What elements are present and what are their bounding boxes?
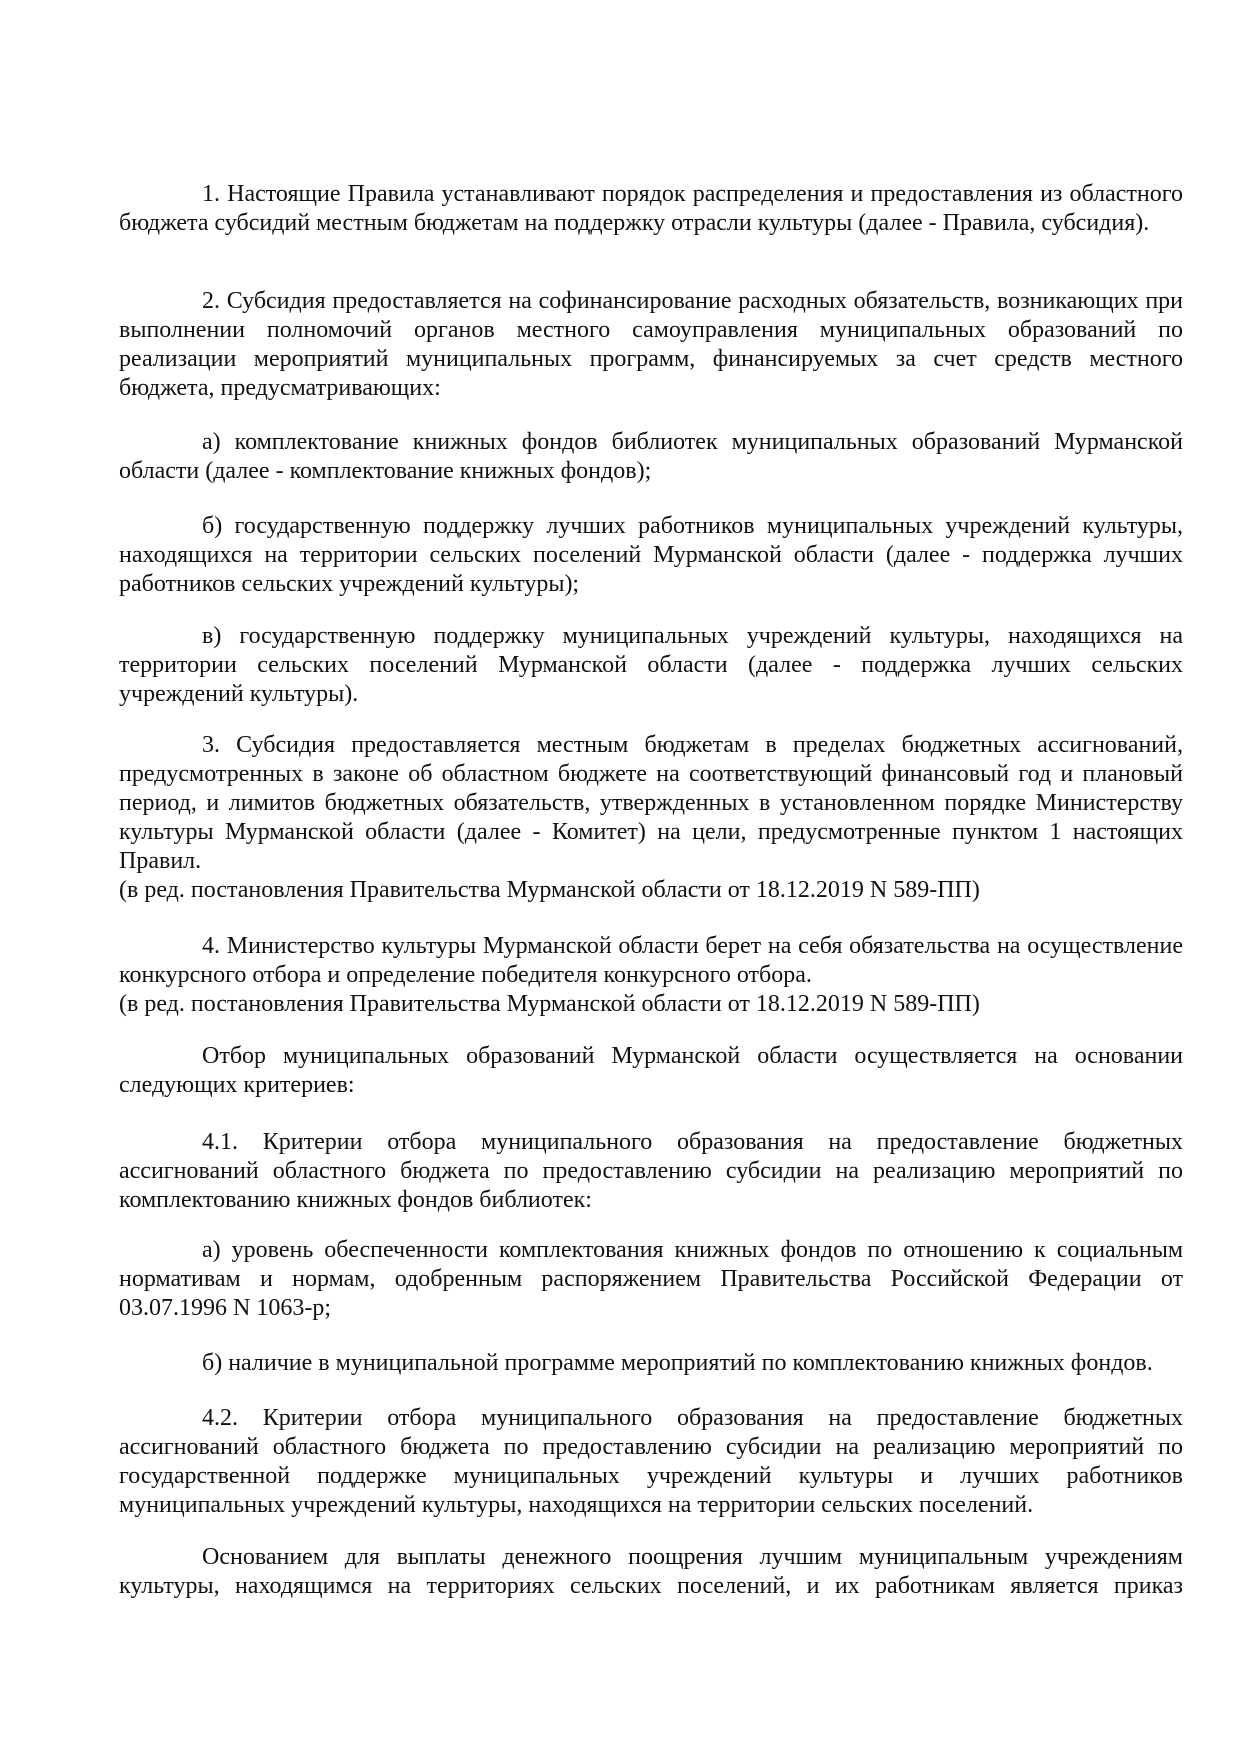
paragraph-4-1a: а) уровень обеспеченности комплектования книжных фондов по отношению к социальным нормативам и нормам, одобренным распоряжением Правительства Российской Федерации от 03.07.1996 N 1063-р; — [119, 1237, 1183, 1321]
paragraph-2: 2. Субсидия предоставляется на софинансирование расходных обязательств, возникающих при выполнении полномочий органов местного самоуправления муниципальных образований по реализации мероприятий муниципальных программ, финансируемых за счет средств местного бюджета, предусматривающих: — [119, 288, 1183, 401]
paragraph-2a: а) комплектование книжных фондов библиотек муниципальных образований Мурманской области (далее - комплектование книжных фондов); — [119, 429, 1183, 484]
paragraph-4-1b: б) наличие в муниципальной программе мероприятий по комплектованию книжных фондов. — [202, 1350, 1153, 1376]
paragraph-2b: б) государственную поддержку лучших работников муниципальных учреждений культуры, находящихся на территории сельских поселений Мурманской области (далее - поддержка лучших работников сельских учреждений культуры); — [119, 513, 1183, 597]
paragraph-4-2: 4.2. Критерии отбора муниципального образования на предоставление бюджетных ассигнований областного бюджета по предоставлению субсидии на реализацию мероприятий по государственной поддержке муниципальных учреждений культуры и лучших работников муниципальных учреждений культуры, находящихся на территории сельских поселений. — [119, 1405, 1183, 1518]
amendment-note-1: (в ред. постановления Правительства Мурманской области от 18.12.2019 N 589-ПП) — [119, 877, 980, 903]
paragraph-4-1: 4.1. Критерии отбора муниципального образования на предоставление бюджетных ассигнований областного бюджета по предоставлению субсидии на реализацию мероприятий по комплектованию книжных фондов библиотек: — [119, 1129, 1183, 1213]
paragraph-2c: в) государственную поддержку муниципальных учреждений культуры, находящихся на территории сельских поселений Мурманской области (далее - поддержка лучших сельских учреждений культуры). — [119, 623, 1183, 707]
paragraph-1: 1. Настоящие Правила устанавливают порядок распределения и предоставления из областного бюджета субсидий местным бюджетам на поддержку отрасли культуры (далее - Правила, субсидия). — [119, 181, 1183, 236]
paragraph-basis: Основанием для выплаты денежного поощрения лучшим муниципальным учреждениям культуры, находящимся на территориях сельских поселений, и их работникам является приказ — [119, 1544, 1183, 1599]
paragraph-selection: Отбор муниципальных образований Мурманской области осуществляется на основании следующих критериев: — [119, 1043, 1183, 1098]
paragraph-4: 4. Министерство культуры Мурманской области берет на себя обязательства на осуществление конкурсного отбора и определение победителя конкурсного отбора. — [119, 933, 1183, 988]
paragraph-3: 3. Субсидия предоставляется местным бюджетам в пределах бюджетных ассигнований, предусмотренных в законе об областном бюджете на соответствующий финансовый год и плановый период, и лимитов бюджетных обязательств, утвержденных в установленном порядке Министерству культуры Мурманской области (далее - Комитет) на цели, предусмотренные пунктом 1 настоящих Правил. — [119, 732, 1183, 874]
amendment-note-2: (в ред. постановления Правительства Мурманской области от 18.12.2019 N 589-ПП) — [119, 991, 980, 1017]
